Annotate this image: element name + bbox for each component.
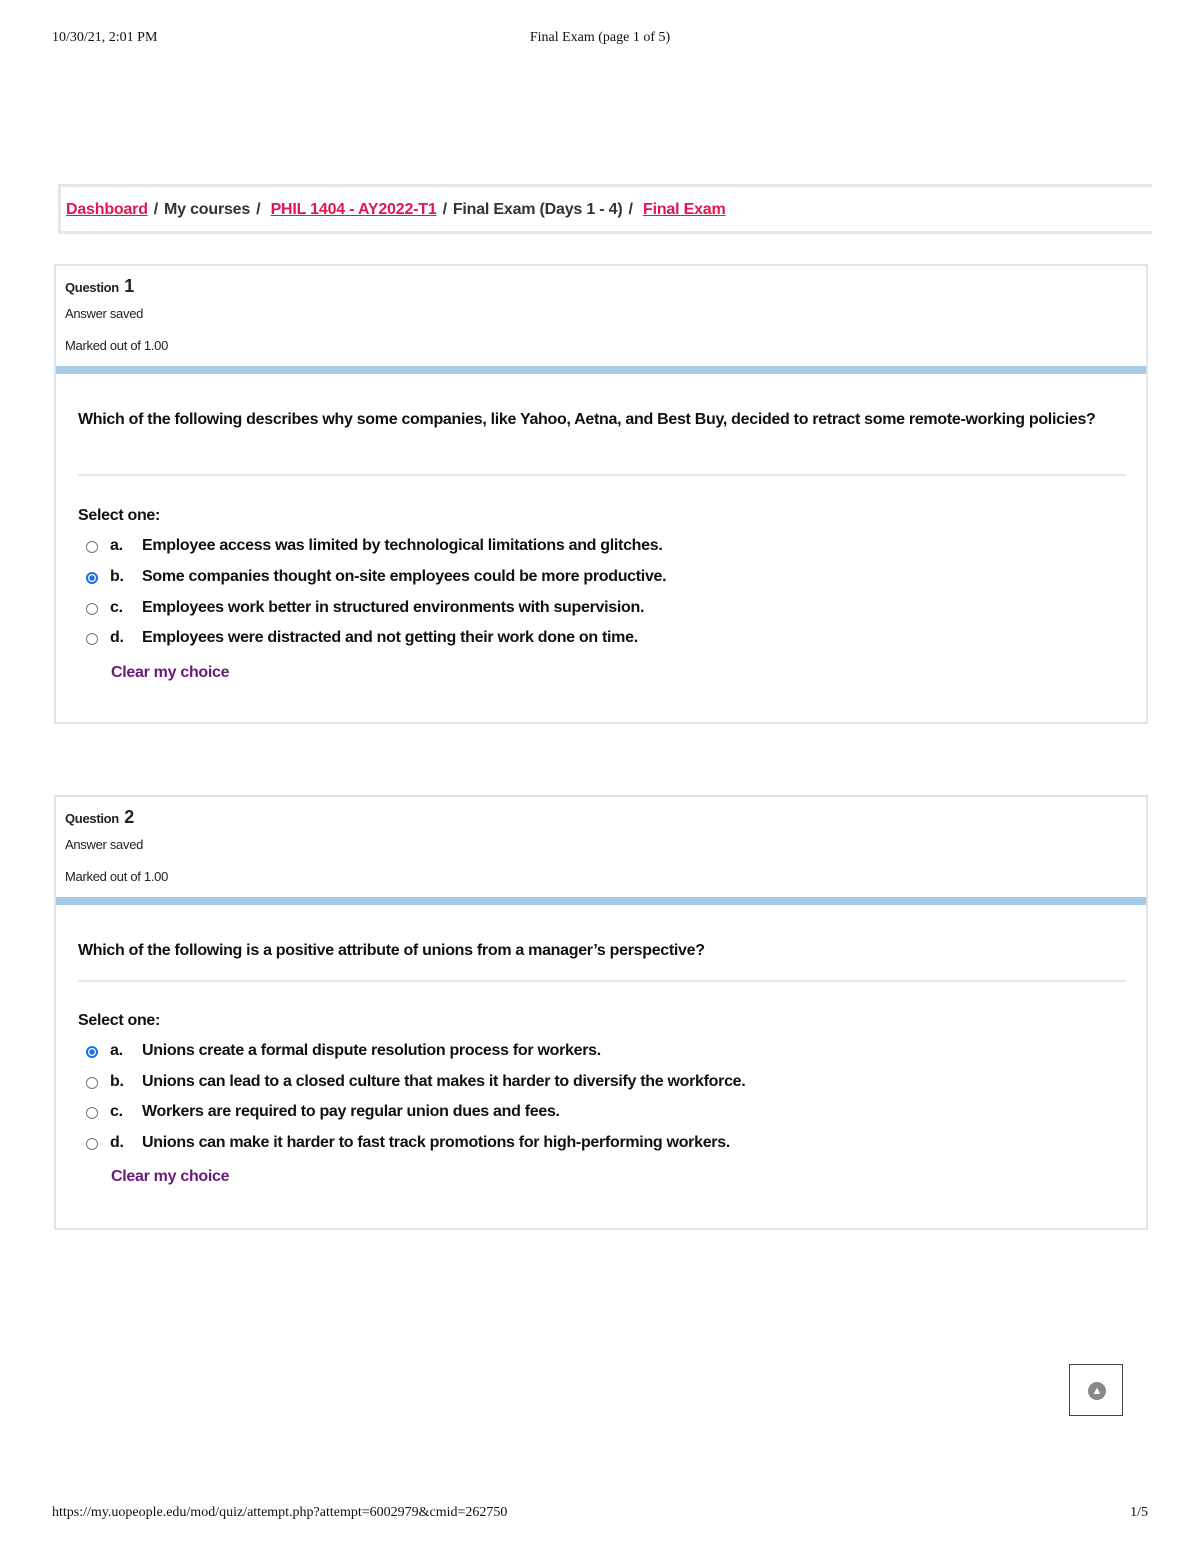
question-grade: Marked out of 1.00: [65, 338, 168, 353]
question-state: Answer saved: [65, 306, 144, 321]
print-datetime: 10/30/21, 2:01 PM: [52, 30, 158, 45]
question-info: [56, 266, 1146, 366]
question-2: [54, 795, 1148, 1230]
question-label-text: Question: [65, 811, 119, 826]
question-grade: Marked out of 1.00: [65, 869, 168, 884]
radio-button[interactable]: [86, 603, 98, 615]
print-footer: [52, 1505, 1148, 1525]
radio-button[interactable]: [86, 1107, 98, 1119]
answer-text: Unions can lead to a closed culture that makes it harder to diversify the workforce.: [142, 1073, 746, 1090]
answer-text: Unions can make it harder to fast track promotions for high-performing workers.: [142, 1134, 730, 1151]
radio-button-checked[interactable]: [86, 572, 98, 584]
back-to-top-button[interactable]: [1069, 1364, 1123, 1416]
radio-button-checked[interactable]: [86, 1046, 98, 1058]
breadcrumb-separator: /: [153, 201, 159, 218]
question-label: [65, 276, 134, 297]
answer-letter: c.: [110, 1103, 123, 1120]
breadcrumb-separator: /: [442, 201, 447, 218]
print-title: Final Exam (page 1 of 5): [529, 30, 671, 45]
clear-choice-link[interactable]: Clear my choice: [111, 1168, 230, 1185]
question-divider: [78, 980, 1126, 982]
question-info-bar: [56, 366, 1146, 374]
select-one-label: Select one:: [78, 1012, 161, 1029]
print-header: [52, 30, 1148, 50]
answer-letter: c.: [110, 599, 123, 616]
radio-button[interactable]: [86, 633, 98, 645]
breadcrumb-separator: /: [628, 201, 633, 218]
answer-text: Some companies thought on-site employees could be more productive.: [142, 568, 667, 585]
clear-choice-link[interactable]: Clear my choice: [111, 664, 230, 681]
question-divider: [78, 474, 1126, 476]
answer-text: Employees were distracted and not getting their work done on time.: [142, 629, 638, 646]
radio-button[interactable]: [86, 541, 98, 553]
answer-letter: b.: [110, 1073, 124, 1090]
question-info-bar: [56, 897, 1146, 905]
question-number: 1: [124, 276, 134, 296]
breadcrumb-quiz-link[interactable]: Final Exam: [643, 201, 726, 218]
breadcrumb-bar: [58, 184, 1152, 234]
radio-button[interactable]: [86, 1077, 98, 1089]
answer-letter: a.: [110, 537, 123, 554]
question-label-text: Question: [65, 280, 119, 295]
answer-text: Workers are required to pay regular union dues and fees.: [142, 1103, 560, 1120]
question-1: [54, 264, 1148, 724]
answer-text: Employee access was limited by technological limitations and glitches.: [142, 537, 663, 554]
print-page-number: 1/5: [1130, 1505, 1148, 1520]
question-info: [56, 797, 1146, 897]
breadcrumb-course-link[interactable]: PHIL 1404 - AY2022-T1: [270, 201, 437, 218]
breadcrumb-section: Final Exam (Days 1 - 4): [452, 201, 623, 218]
answer-text: Unions create a formal dispute resolution process for workers.: [142, 1042, 601, 1059]
select-one-label: Select one:: [78, 507, 161, 524]
question-text: Which of the following describes why some companies, like Yahoo, Aetna, and Best Buy, decided to retract some remote-working policies?: [78, 411, 1096, 428]
answer-letter: a.: [110, 1042, 123, 1059]
breadcrumb: [66, 201, 726, 219]
answer-letter: d.: [110, 1134, 124, 1151]
answer-letter: d.: [110, 629, 124, 646]
question-label: [65, 807, 134, 828]
question-text: Which of the following is a positive attribute of unions from a manager’s perspective?: [78, 942, 705, 959]
question-state: Answer saved: [65, 837, 144, 852]
chevron-up-circle-icon: ▲: [1088, 1382, 1106, 1400]
answer-letter: b.: [110, 568, 124, 585]
breadcrumb-my-courses: My courses: [164, 201, 251, 218]
question-number: 2: [124, 807, 134, 827]
answer-text: Employees work better in structured environments with supervision.: [142, 599, 645, 616]
radio-button[interactable]: [86, 1138, 98, 1150]
print-url: https://my.uopeople.edu/mod/quiz/attempt.php?attempt=6002979&cmid=262750: [52, 1505, 508, 1520]
breadcrumb-separator: /: [256, 201, 261, 218]
breadcrumb-dashboard-link[interactable]: Dashboard: [66, 201, 148, 218]
